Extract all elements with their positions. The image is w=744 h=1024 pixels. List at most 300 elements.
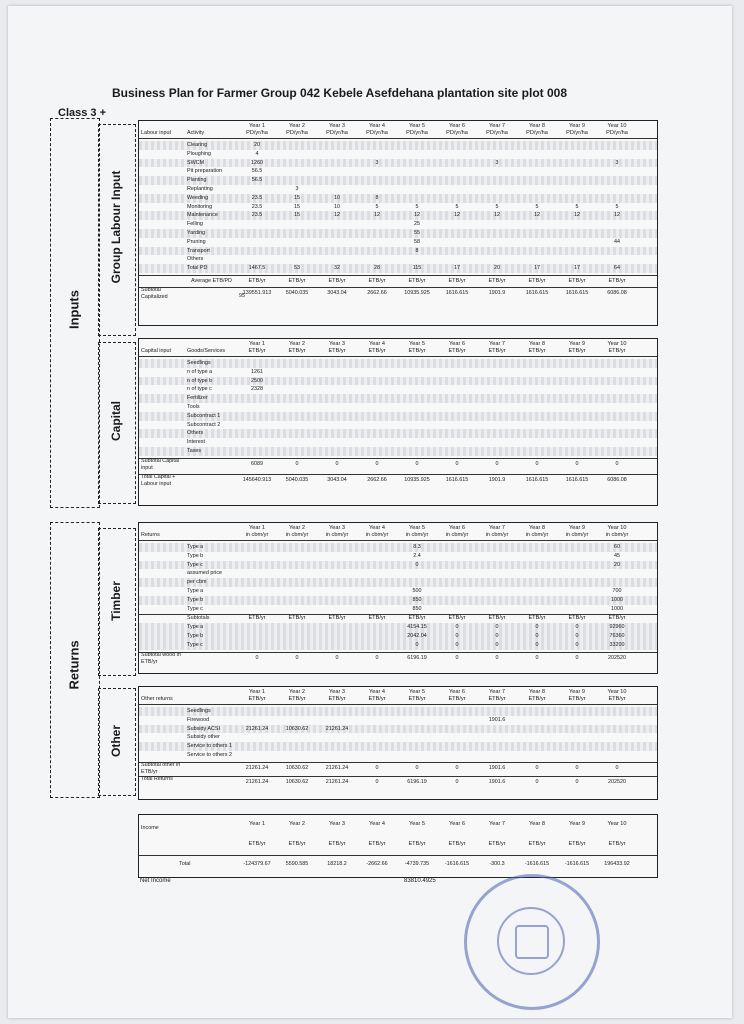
summary-cell: 6196.19 — [407, 778, 427, 785]
year-header: Year 5 — [409, 123, 425, 129]
summary-cell: 1616.615 — [565, 290, 589, 296]
table-row — [139, 543, 657, 552]
summary-cell: 1901.9 — [488, 290, 506, 296]
subtotal-unit: ETB/yr — [528, 615, 546, 622]
row-label: Type a — [187, 624, 204, 631]
summary-cell: 0 — [455, 460, 459, 467]
subtotal-unit: ETB/yr — [568, 615, 586, 622]
table-cell: 17 — [574, 265, 580, 272]
summary-cell: 6086.08 — [607, 290, 627, 296]
table-cell: 1901.6 — [488, 716, 506, 723]
table-cell: 3 — [615, 159, 619, 166]
summary-rule — [139, 474, 657, 475]
summary-cell: 6086.08 — [607, 476, 627, 483]
summary-cell: 0 — [375, 460, 379, 467]
summary-cell: 145640.913 — [242, 476, 272, 483]
table-cell: 12 — [374, 212, 380, 219]
table-row — [139, 385, 657, 394]
page-title: Business Plan for Farmer Group 042 Kebele Asefdehana plantation site plot 008 — [112, 86, 568, 100]
row-label: n of type b — [187, 377, 213, 384]
row-label: Seedlings — [187, 708, 211, 714]
unit-header: in cbm/yr — [485, 532, 509, 538]
row-label: Felling — [187, 221, 203, 228]
table-cell: 45 — [614, 552, 620, 559]
row-label: Subcontract 1 — [187, 412, 221, 419]
table-cell: 20 — [494, 265, 500, 272]
table-cell: 1261 — [251, 368, 263, 375]
year-header: Year 9 — [569, 123, 585, 129]
header-rule — [139, 356, 657, 357]
table-cell: 12 — [534, 212, 540, 219]
unit-header: ETB/yr — [568, 841, 586, 847]
summary-cell: 0 — [455, 778, 459, 785]
table-cell: 850 — [412, 596, 422, 603]
table-cell: 0 — [455, 642, 459, 648]
unit-header: ETB/yr — [608, 348, 626, 354]
total-cell: -1616.615 — [524, 861, 550, 867]
row-label: Type b — [187, 596, 204, 603]
summary-cell: 0 — [375, 654, 379, 661]
row-label: per cbm — [187, 579, 207, 586]
table-cell: 23.5 — [251, 212, 263, 219]
year-header: Year 6 — [449, 123, 465, 129]
row-label: Type b — [187, 552, 204, 559]
year-header: Year 9 — [569, 689, 585, 695]
table-cell: 10 — [334, 194, 340, 201]
avg-unit: ETB/yr — [448, 278, 466, 284]
table-cell: 28 — [374, 265, 380, 272]
net-income-label: Net Income — [140, 878, 171, 884]
table-cell: 4 — [255, 150, 259, 157]
table-cell: 2.4 — [413, 552, 421, 559]
year-header: Year 6 — [449, 821, 465, 827]
row-label: Type c — [187, 561, 203, 568]
year-header: Year 8 — [529, 525, 545, 531]
summary-cell: 0 — [455, 764, 459, 771]
unit-header: ETB/yr — [328, 696, 346, 702]
year-header: Year 5 — [409, 341, 425, 347]
summary-cell: 1901.9 — [488, 476, 506, 483]
table-cell: 64 — [614, 265, 620, 272]
table-row — [139, 247, 657, 256]
summary-cell: 1901.6 — [488, 778, 506, 785]
table-row — [139, 733, 657, 742]
avg-unit: ETB/yr — [368, 278, 386, 284]
row-label: Pruning — [187, 238, 206, 245]
summary-cell: 0 — [375, 778, 379, 785]
official-stamp — [464, 874, 600, 1010]
table-row — [139, 725, 657, 734]
unit-header: ETB/yr — [368, 841, 386, 847]
table-cell: 92960 — [609, 624, 625, 631]
year-header: Year 7 — [489, 341, 505, 347]
table-cell: 12 — [454, 212, 460, 219]
summary-rule — [139, 762, 657, 763]
summary-cell: 0 — [575, 778, 579, 785]
summary-row — [139, 652, 657, 666]
table-cell: 0 — [455, 633, 459, 640]
unit-header: in cbm/yr — [245, 532, 269, 538]
table-cell: 5 — [455, 203, 459, 210]
table-cell: 76360 — [609, 633, 625, 640]
table-cell: 12 — [614, 212, 620, 219]
unit-header: ETB/yr — [488, 841, 506, 847]
table-cell: 2042.04 — [407, 633, 427, 640]
total-cell: 196433.92 — [604, 861, 630, 867]
table-cell: 5 — [495, 203, 499, 210]
unit-header: ETB/yr — [568, 696, 586, 702]
summary-cell: 0 — [295, 654, 299, 661]
unit-header: ETB/yr — [448, 348, 466, 354]
row-label: Subsidy ACSI — [187, 725, 220, 732]
summary-cell: 0 — [615, 764, 619, 771]
table-cell: 12 — [414, 212, 420, 219]
row-label: Yarding — [187, 230, 206, 236]
row-label: assumed price — [187, 570, 223, 577]
table-row — [139, 596, 657, 605]
unit-header: ETB/yr — [488, 696, 506, 702]
summary-cell: 0 — [295, 460, 299, 467]
summary-cell: 21261.24 — [325, 778, 349, 785]
year-header: Year 3 — [329, 821, 345, 827]
column-header: Capital input — [141, 348, 171, 354]
table-row — [139, 641, 657, 650]
year-header: Year 7 — [489, 525, 505, 531]
table-cell: 0 — [495, 624, 499, 631]
table-row — [139, 447, 657, 456]
table-cell: 0 — [575, 624, 579, 631]
table-cell: 60 — [614, 544, 620, 550]
unit-header: ETB/yr — [448, 841, 466, 847]
unit-header: ETB/yr — [248, 696, 266, 702]
table-row — [139, 632, 657, 641]
avg-unit: ETB/yr — [328, 278, 346, 284]
table-cell: 15 — [294, 212, 300, 219]
row-label: Taxes — [187, 448, 202, 454]
table-row — [139, 377, 657, 386]
unit-header: ETB/yr — [608, 696, 626, 702]
table-row — [139, 605, 657, 614]
avg-unit: ETB/yr — [488, 278, 506, 284]
unit-header: in cbm/yr — [445, 532, 469, 538]
year-header: Year 3 — [329, 689, 345, 695]
row-label: Service to others 1 — [187, 743, 232, 750]
unit-header: ETB/yr — [328, 841, 346, 847]
total-cell: -4739.735 — [404, 861, 430, 867]
table-row — [139, 552, 657, 561]
summary-label: Subtotal wood in ETB/yr — [141, 651, 181, 665]
stamp-emblem-icon — [515, 925, 549, 959]
total-cell: -300.3 — [489, 861, 505, 867]
summary-cell: 5040.035 — [285, 290, 309, 296]
unit-header: ETB/yr — [288, 841, 306, 847]
summary-row — [139, 762, 657, 776]
year-header: Year 10 — [607, 525, 627, 531]
table-cell: 700 — [612, 588, 622, 594]
table-row — [139, 394, 657, 403]
table-row — [139, 368, 657, 377]
unit-header: ETB/yr — [368, 696, 386, 702]
year-header: Year 8 — [529, 821, 545, 827]
summary-label: Total Capital + Labour input — [141, 473, 176, 487]
unit-header: ETB/yr — [528, 696, 546, 702]
year-header: Year 9 — [569, 525, 585, 531]
subtotal-unit: ETB/yr — [288, 615, 306, 622]
row-label: Fertilizer — [187, 395, 208, 402]
row-label: Type b — [187, 633, 204, 640]
year-header: Year 2 — [289, 341, 305, 347]
summary-cell: 1901.6 — [488, 764, 506, 771]
table-cell: 58 — [414, 238, 420, 245]
table-cell: 15 — [294, 203, 300, 210]
row-label: Tools — [187, 404, 200, 410]
summary-cell: 0 — [335, 654, 339, 661]
table-cell: 25 — [414, 221, 420, 228]
subtotal-unit: ETB/yr — [368, 615, 386, 622]
subtotals-label: Subtotals — [187, 615, 210, 622]
table-row — [139, 194, 657, 203]
unit-header: in cbm/yr — [565, 532, 589, 538]
year-header: Year 1 — [249, 341, 265, 347]
table-cell: 56.5 — [251, 168, 263, 175]
table-cell: 115 — [412, 265, 422, 272]
year-header: Year 1 — [249, 525, 265, 531]
column-header: Returns — [141, 532, 160, 538]
table-cell: 0 — [575, 642, 579, 648]
table-row — [139, 623, 657, 632]
table-cell: 21261.24 — [325, 725, 349, 732]
year-header: Year 1 — [249, 689, 265, 695]
net-income-value: 83810.4925 — [404, 878, 436, 884]
labour-section-label: Group Labour Input — [109, 170, 123, 284]
summary-label: Subtotal Capital input — [141, 457, 180, 471]
table-cell: 1467.5 — [248, 265, 266, 272]
timber-section-label: Timber — [109, 581, 123, 621]
table-row — [139, 716, 657, 725]
summary-cell: 1616.615 — [525, 476, 549, 483]
table-cell: 32 — [334, 265, 340, 272]
year-header: Year 1 — [249, 821, 265, 827]
unit-header: in cbm/yr — [325, 532, 349, 538]
row-label: Type a — [187, 544, 204, 550]
table-row — [139, 421, 657, 430]
summary-cell: 0 — [615, 460, 619, 467]
row-label: n of type c — [187, 386, 212, 393]
row-label: Replanting — [187, 186, 213, 192]
column-header: Activity — [187, 130, 205, 136]
row-label: Transport — [187, 247, 210, 254]
income-table — [138, 814, 658, 878]
summary-cell: 0 — [575, 764, 579, 771]
table-row — [139, 159, 657, 168]
summary-cell: 5040.035 — [285, 476, 309, 483]
row-label: Others — [187, 430, 204, 437]
unit-header: PD/yr/ha — [446, 130, 468, 136]
summary-cell: 21261.24 — [245, 778, 269, 785]
row-label: Ploughing — [187, 150, 211, 157]
table-cell: 23.5 — [251, 203, 263, 210]
year-header: Year 6 — [449, 525, 465, 531]
year-header: Year 6 — [449, 689, 465, 695]
total-cell: 5590.585 — [285, 861, 309, 867]
table-cell: 500 — [412, 588, 422, 594]
table-row — [139, 429, 657, 438]
inputs-label: Inputs — [66, 290, 82, 329]
summary-cell: 1616.615 — [445, 290, 469, 296]
unit-header: ETB/yr — [528, 348, 546, 354]
summary-cell: 139551.913 — [242, 290, 272, 296]
unit-header: ETB/yr — [408, 348, 426, 354]
row-label: Type a — [187, 588, 204, 594]
table-cell: 2328 — [251, 386, 263, 393]
summary-cell: 21261.24 — [245, 764, 269, 771]
year-header: Year 7 — [489, 821, 505, 827]
table-cell: 55 — [414, 230, 420, 236]
row-label: Maintenance — [187, 212, 218, 219]
table-cell: 3 — [295, 186, 299, 192]
summary-cell: 1616.615 — [525, 290, 549, 296]
row-label: Service to others 2 — [187, 752, 232, 758]
subtotal-unit: ETB/yr — [328, 615, 346, 622]
summary-cell: 10935.925 — [404, 476, 430, 483]
table-cell: 15 — [294, 194, 300, 201]
summary-cell: 0 — [535, 764, 539, 771]
summary-cell: 0 — [535, 460, 539, 467]
summary-cell: 0 — [375, 764, 379, 771]
year-header: Year 3 — [329, 525, 345, 531]
unit-header: ETB/yr — [488, 348, 506, 354]
labour-input-table — [138, 120, 658, 326]
total-cell: -124379.67 — [243, 861, 271, 867]
table-cell: 8 — [375, 194, 379, 201]
table-cell: 33200 — [609, 642, 625, 648]
other-returns-table — [138, 686, 658, 800]
unit-header: ETB/yr — [328, 348, 346, 354]
table-row — [139, 167, 657, 176]
summary-label: Subtotal Capitalized — [141, 287, 168, 300]
unit-header: ETB/yr — [608, 841, 626, 847]
year-header: Year 4 — [369, 821, 385, 827]
timber-returns-table — [138, 522, 658, 674]
summary-cell: 0 — [535, 778, 539, 785]
header-rule — [139, 540, 657, 541]
year-header: Year 7 — [489, 689, 505, 695]
summary-cell: 10630.62 — [285, 764, 309, 771]
year-header: Year 8 — [529, 689, 545, 695]
unit-header: PD/yr/ha — [366, 130, 388, 136]
table-cell: 2500 — [251, 377, 263, 384]
column-header: Labour input — [141, 130, 171, 136]
table-row — [139, 185, 657, 194]
year-header: Year 4 — [369, 123, 385, 129]
year-header: Year 4 — [369, 689, 385, 695]
table-row — [139, 238, 657, 247]
avg-unit: ETB/yr — [288, 278, 306, 284]
row-label: Others — [187, 256, 204, 263]
summary-rule — [139, 458, 657, 459]
table-cell: 1000 — [611, 596, 623, 603]
year-header: Year 10 — [607, 341, 627, 347]
summary-cell: 0 — [575, 460, 579, 467]
table-cell: 0 — [535, 624, 539, 631]
unit-header: in cbm/yr — [525, 532, 549, 538]
column-header: Income — [141, 825, 159, 831]
table-row — [139, 176, 657, 185]
summary-cell: 6089 — [251, 460, 263, 467]
year-header: Year 2 — [289, 821, 305, 827]
table-cell: 0 — [535, 633, 539, 640]
year-header: Year 1 — [249, 123, 265, 129]
summary-cell: 2662.66 — [367, 476, 387, 483]
table-cell: 0 — [495, 633, 499, 640]
total-cell: -2662.66 — [366, 861, 388, 867]
summary-rule — [139, 776, 657, 777]
table-cell: 21261.24 — [245, 725, 269, 732]
year-header: Year 4 — [369, 525, 385, 531]
row-label: Interest — [187, 439, 205, 446]
summary-cell: 6196.19 — [407, 654, 427, 661]
table-row — [139, 403, 657, 412]
subtotal-unit: ETB/yr — [608, 615, 626, 622]
subtotal-unit: ETB/yr — [448, 615, 466, 622]
unit-header: ETB/yr — [448, 696, 466, 702]
summary-cell: 1616.615 — [445, 476, 469, 483]
table-cell: 3 — [495, 159, 499, 166]
summary-cell: 202520 — [608, 654, 626, 661]
table-cell: 56.5 — [251, 177, 263, 184]
table-cell: 0 — [415, 561, 419, 568]
summary-cell: 0 — [255, 654, 259, 661]
unit-header: ETB/yr — [408, 696, 426, 702]
year-header: Year 10 — [607, 821, 627, 827]
year-header: Year 3 — [329, 123, 345, 129]
summary-cell: 10630.62 — [285, 778, 309, 785]
table-row — [139, 751, 657, 760]
table-cell: 0 — [535, 642, 539, 648]
summary-cell: 2662.66 — [367, 290, 387, 296]
table-row — [139, 569, 657, 578]
summary-cell: 0 — [535, 654, 539, 661]
subtotal-unit: ETB/yr — [248, 615, 266, 622]
year-header: Year 8 — [529, 123, 545, 129]
unit-header: PD/yr/ha — [246, 130, 268, 136]
summary-cell: 1616.615 — [565, 476, 589, 483]
table-row — [139, 578, 657, 587]
summary-cell: 0 — [575, 654, 579, 661]
summary-cell: 3043.04 — [327, 476, 347, 483]
table-cell: 0 — [415, 642, 419, 648]
year-header: Year 2 — [289, 525, 305, 531]
subtotal-unit: ETB/yr — [408, 615, 426, 622]
row-label: Subcontract 2 — [187, 421, 221, 428]
row-label: Subsidy other — [187, 734, 220, 741]
table-row — [139, 203, 657, 212]
summary-row — [139, 776, 657, 790]
row-label: Planting — [187, 177, 207, 184]
table-row — [139, 587, 657, 596]
unit-header: in cbm/yr — [405, 532, 429, 538]
table-cell: 1000 — [611, 605, 623, 612]
unit-header: PD/yr/ha — [326, 130, 348, 136]
row-label: Clearing — [187, 142, 208, 148]
table-cell: 10 — [334, 203, 340, 210]
table-cell: 44 — [614, 238, 620, 245]
table-row — [139, 220, 657, 229]
avg-label: Average ETB/PD — [191, 278, 232, 284]
year-header: Year 2 — [289, 689, 305, 695]
summary-cell: 0 — [495, 654, 499, 661]
table-row — [139, 264, 657, 273]
